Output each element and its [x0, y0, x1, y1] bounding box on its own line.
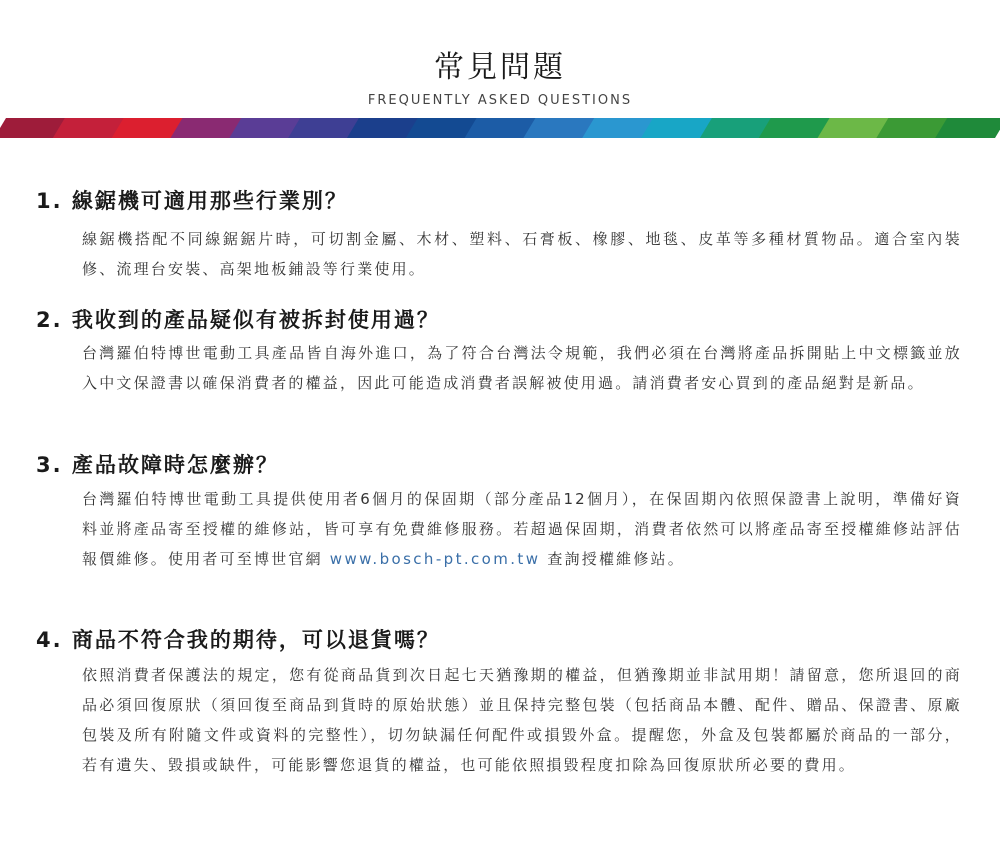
color-band — [0, 118, 1000, 138]
faq-answer-3-text-a: 台灣羅伯特博世電動工具提供使用者6個月的保固期（部分產品12個月），在保固期內依照保證書上說明，準備好資料並將產品寄至授權的維修站，皆可享有免費維修服務。若超過保固期，消費者依然可以將產品寄至授權維修站評估報價維修。使用者可至博世官網 — [82, 490, 962, 568]
faq-answer-3 — [82, 484, 962, 574]
faq-answer-1: 線鋸機搭配不同線鋸鋸片時，可切割金屬、木材、塑料、石膏板、橡膠、地毯、皮革等多種材質物品。適合室內裝修、流理台安裝、高架地板鋪設等行業使用。 — [82, 230, 962, 278]
color-band-graphic — [0, 118, 1000, 138]
page-title: 常見問題 — [434, 50, 566, 85]
faq-question-4: 4. 商品不符合我的期待，可以退貨嗎？ — [36, 628, 440, 652]
faq-question-1: 1. 線鋸機可適用那些行業別？ — [36, 189, 348, 213]
faq-question-3: 3. 產品故障時怎麼辦？ — [36, 453, 279, 477]
faq-answer-4: 依照消費者保護法的規定，您有從商品貨到次日起七天猶豫期的權益，但猶豫期並非試用期！請留意，您所退回的商品必須回復原狀（須回復至商品到貨時的原始狀態）並且保持完整包裝（包括商品本體、配件、贈品、保證書、原廠包裝及所有附隨文件或資料的完整性），切勿缺漏任何配件或損毀外盒。提醒您，外盒及包裝都屬於商品的一部分，若有遺失、毀損或缺件，可能影響您退貨的權益，也可能依照損毀程度扣除為回復原狀所必要的費用。 — [82, 666, 962, 774]
page-subtitle: FREQUENTLY ASKED QUESTIONS — [367, 93, 633, 108]
faq-answer-3-text-b: 查詢授權維修站。 — [540, 550, 685, 568]
faq-question-2: 2. 我收到的產品疑似有被拆封使用過？ — [36, 308, 440, 332]
bosch-website-link[interactable]: www.bosch-pt.com.tw — [329, 550, 541, 568]
faq-answer-2: 台灣羅伯特博世電動工具產品皆自海外進口，為了符合台灣法令規範，我們必須在台灣將產品拆開貼上中文標籤並放入中文保證書以確保消費者的權益，因此可能造成消費者誤解被使用過。請消費者安心買到的產品絕對是新品。 — [82, 344, 962, 392]
